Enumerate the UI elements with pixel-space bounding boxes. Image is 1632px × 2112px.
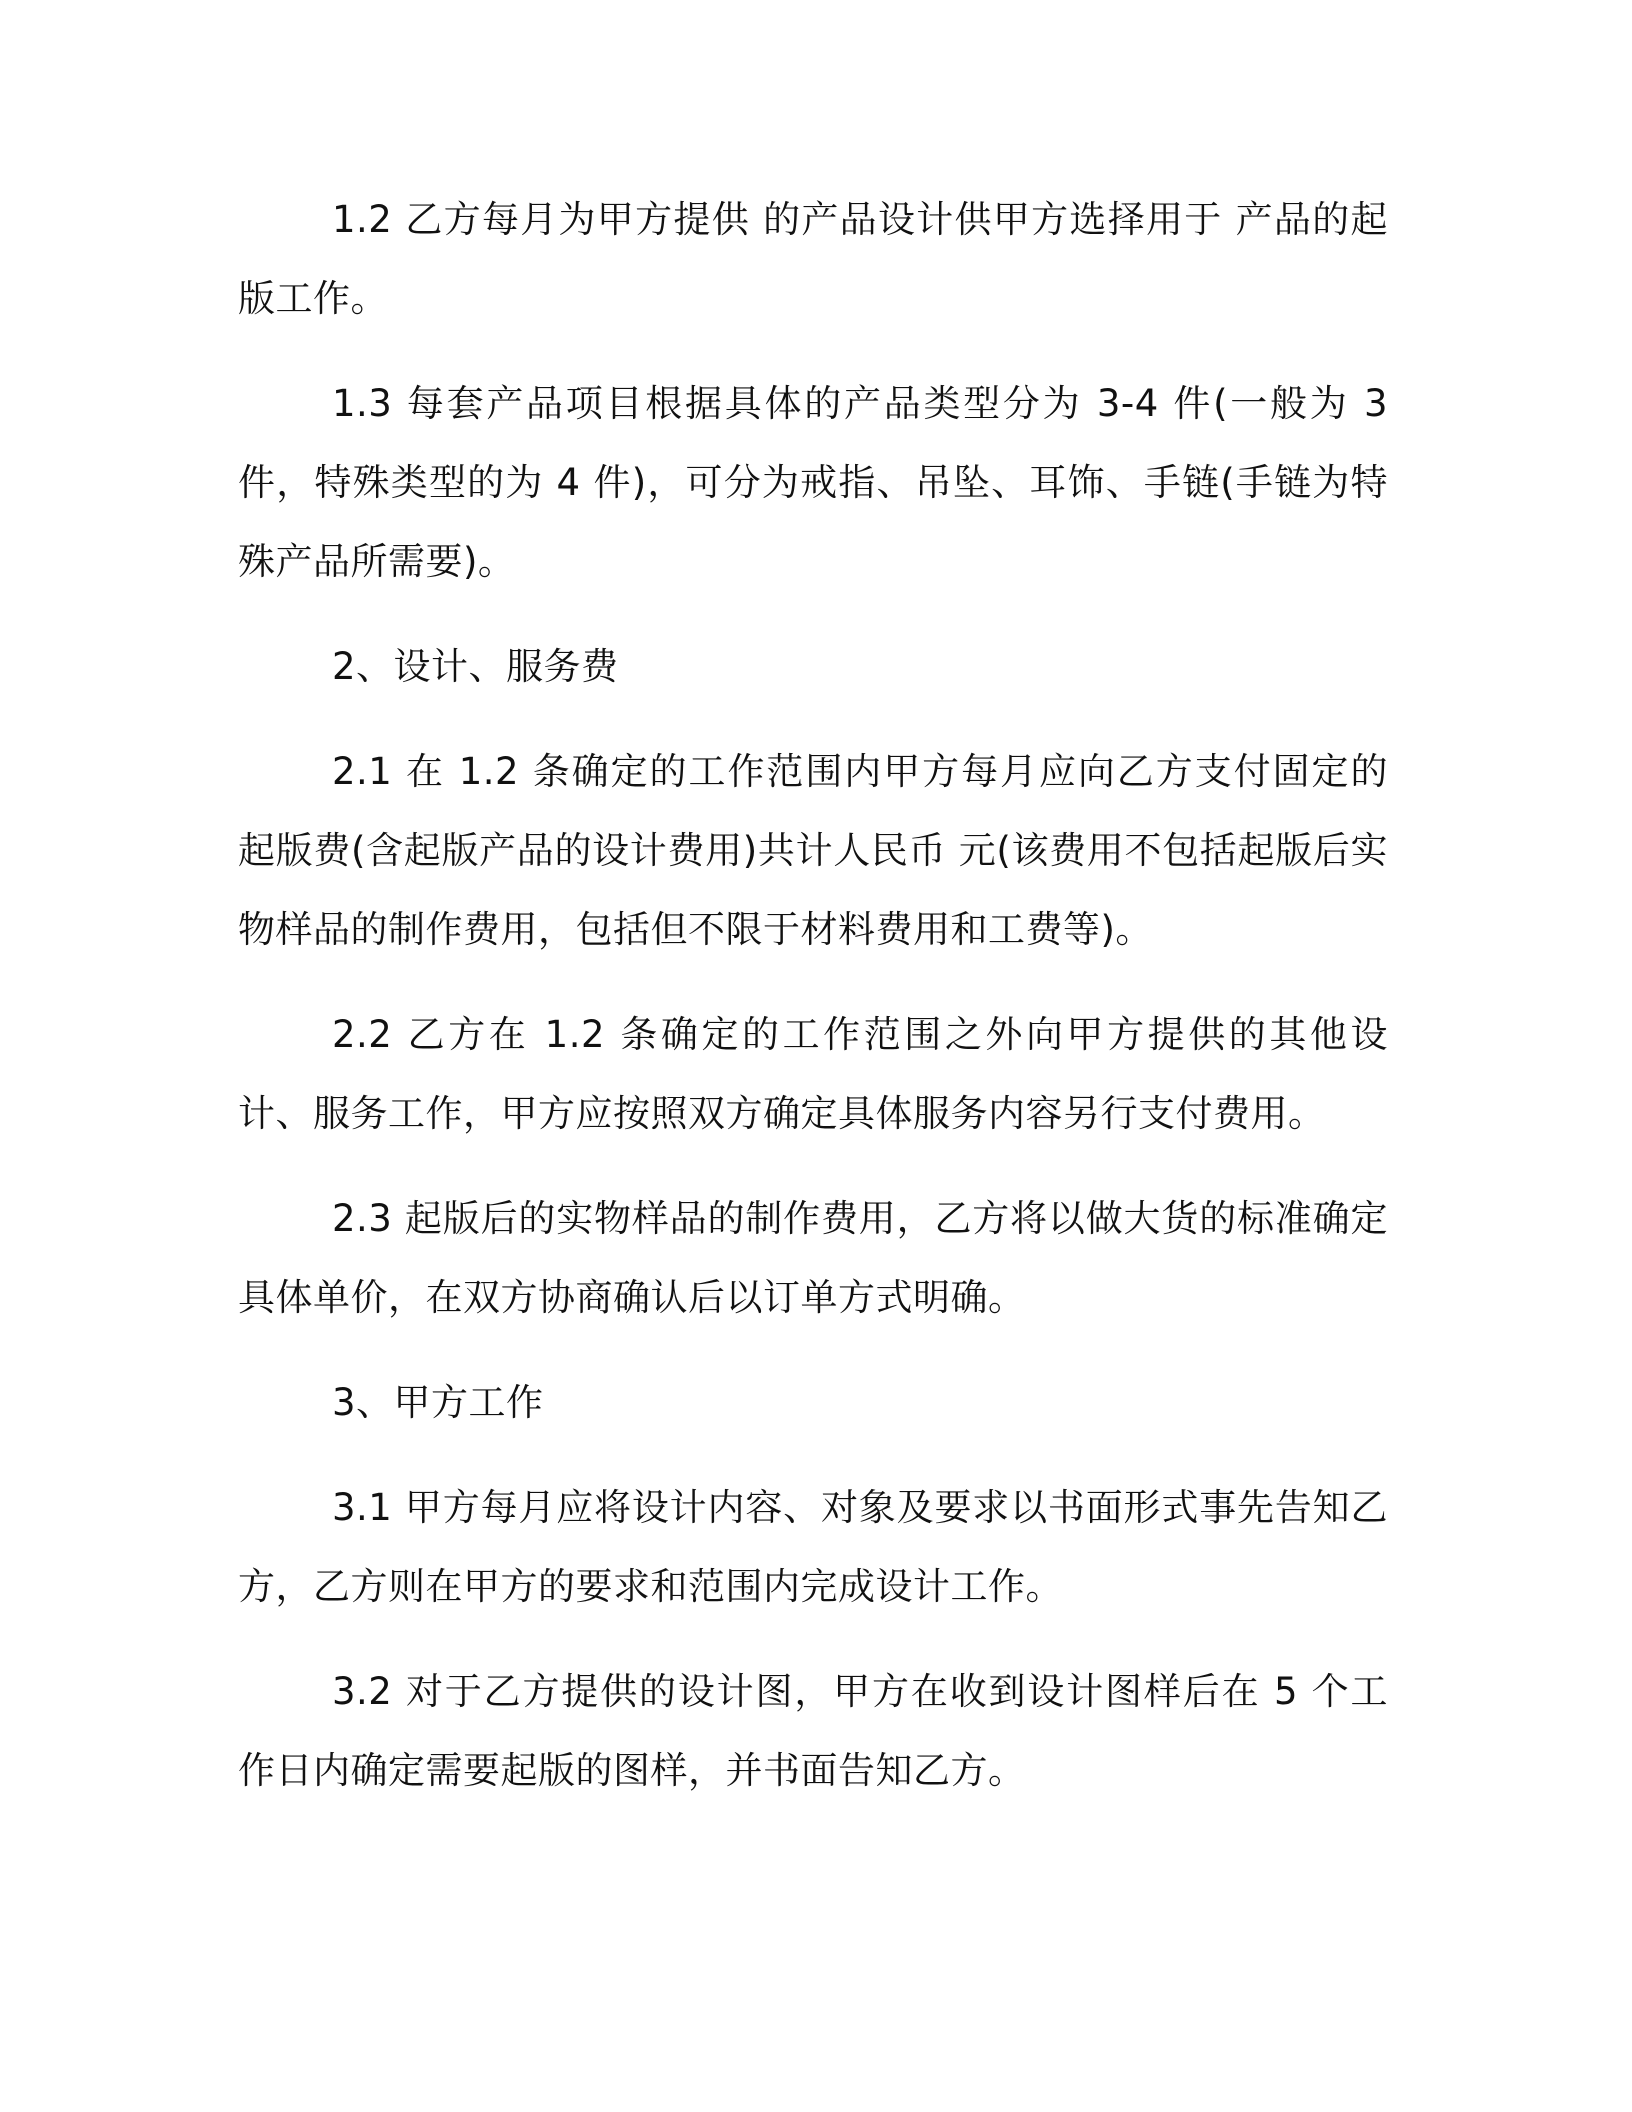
clause-3-1: 3.1 甲方每月应将设计内容、对象及要求以书面形式事先告知乙方，乙方则在甲方的要求和范围内完成设计工作。 [238,1486,1388,1608]
section-heading-3: 3、甲方工作 [332,1381,544,1424]
document-body [238,180,1388,1836]
clause-1-3: 1.3 每套产品项目根据具体的产品类型分为 3-4 件(一般为 3 件，特殊类型的为 4 件)，可分为戒指、吊坠、耳饰、手链(手链为特殊产品所需要)。 [238,382,1388,583]
clause-2-2: 2.2 乙方在 1.2 条确定的工作范围之外向甲方提供的其他设计、服务工作，甲方应按照双方确定具体服务内容另行支付费用。 [238,1013,1388,1135]
section-heading-2: 2、设计、服务费 [332,645,619,688]
clause-2-1: 2.1 在 1.2 条确定的工作范围内甲方每月应向乙方支付固定的起版费(含起版产品的设计费用)共计人民币 元(该费用不包括起版后实物样品的制作费用，包括但不限于材料费用和工费等)。 [238,750,1388,951]
clause-1-2: 1.2 乙方每月为甲方提供 的产品设计供甲方选择用于 产品的起版工作。 [238,198,1388,320]
clause-2-3: 2.3 起版后的实物样品的制作费用，乙方将以做大货的标准确定具体单价，在双方协商确认后以订单方式明确。 [238,1197,1388,1319]
clause-3-2: 3.2 对于乙方提供的设计图，甲方在收到设计图样后在 5 个工作日内确定需要起版的图样，并书面告知乙方。 [238,1670,1388,1792]
